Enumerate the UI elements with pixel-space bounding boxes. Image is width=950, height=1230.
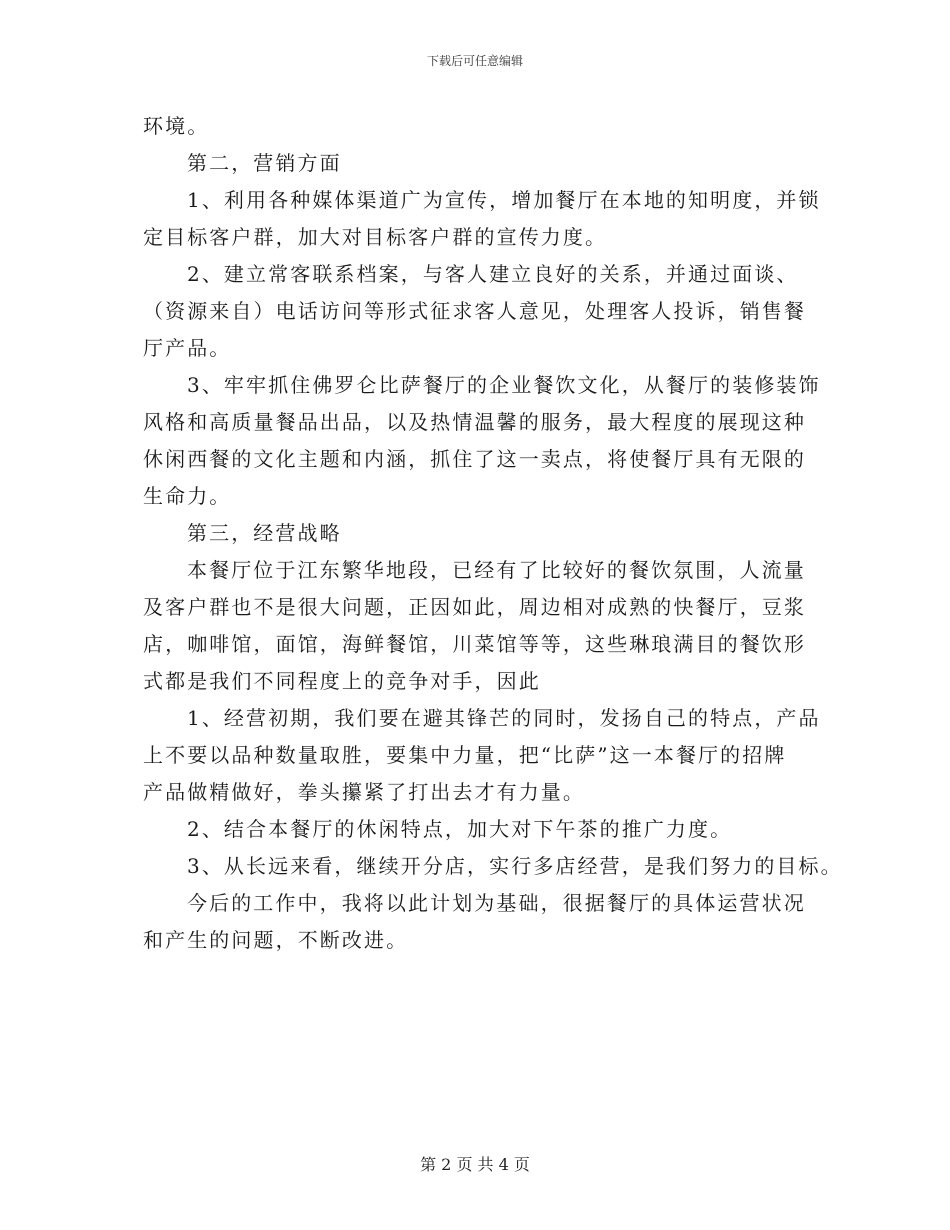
text-line: 第二，营销方面 [187,151,342,175]
text-line: 和产生的问题，不断改进。 [143,928,409,952]
paragraph [143,182,823,256]
page-header: 下载后可任意编辑 [426,54,523,68]
paragraph [143,256,823,367]
section-heading [143,145,823,182]
text-line: 式都是我们不同程度上的竞争对手，因此 [143,669,541,693]
text-line: 今后的工作中，我将以此计划为基础，很据餐厅的具体运营状况 [187,891,806,915]
paragraph [143,811,823,848]
text-line: （资源来自）电话访问等形式征求客人意见，处理客人投诉，销售餐 [143,299,806,323]
text-line: 3、从长远来看，继续开分店，实行多店经营，是我们努力的目标。 [187,854,843,878]
text-line: 环境。 [143,114,210,138]
text-line: 风格和高质量餐品出品，以及热情温馨的服务，最大程度的展现这种 [143,410,806,434]
text-line: 1、经营初期，我们要在避其锋芒的同时，发扬自己的特点，产品 [187,706,821,730]
text-line: 店，咖啡馆，面馆，海鲜餐馆，川菜馆等等，这些琳琅满目的餐饮形 [143,632,806,656]
section-heading [143,515,823,552]
text-line: 上不要以品种数量取胜，要集中力量，把“比萨”这一本餐厅的招牌 [143,743,787,767]
text-line: 第三，经营战略 [187,521,342,545]
text-line: 厅产品。 [143,336,232,360]
paragraph [143,885,823,959]
text-line: 2、结合本餐厅的休闲特点，加大对下午茶的推广力度。 [187,817,733,841]
text-line: 本餐厅位于江东繁华地段，已经有了比较好的餐饮氛围，人流量 [187,558,806,582]
text-line: 定目标客户群，加大对目标客户群的宣传力度。 [143,225,608,249]
paragraph [143,848,843,885]
text-line: 休闲西餐的文化主题和内涵，抓住了这一卖点，将使餐厅具有无限的 [143,447,806,471]
paragraph [143,367,823,515]
text-line: 及客户群也不是很大问题，正因如此，周边相对成熟的快餐厅，豆浆 [143,595,806,619]
paragraph [143,108,823,145]
paragraph [143,552,823,700]
text-line: 2、建立常客联系档案，与客人建立良好的关系，并通过面谈、 [187,262,799,286]
page-number-footer: 第 2 页 共 4 页 [420,1155,530,1174]
text-line: 3、牢牢抓住佛罗仑比萨餐厅的企业餐饮文化，从餐厅的装修装饰 [187,373,821,397]
text-line: 1、利用各种媒体渠道广为宣传，增加餐厅在本地的知明度，并锁 [187,188,821,212]
document-body [143,108,843,959]
paragraph [143,700,823,811]
text-line: 生命力。 [143,484,232,508]
text-line: 产品做精做好，拳头攥紧了打出去才有力量。 [143,780,585,804]
